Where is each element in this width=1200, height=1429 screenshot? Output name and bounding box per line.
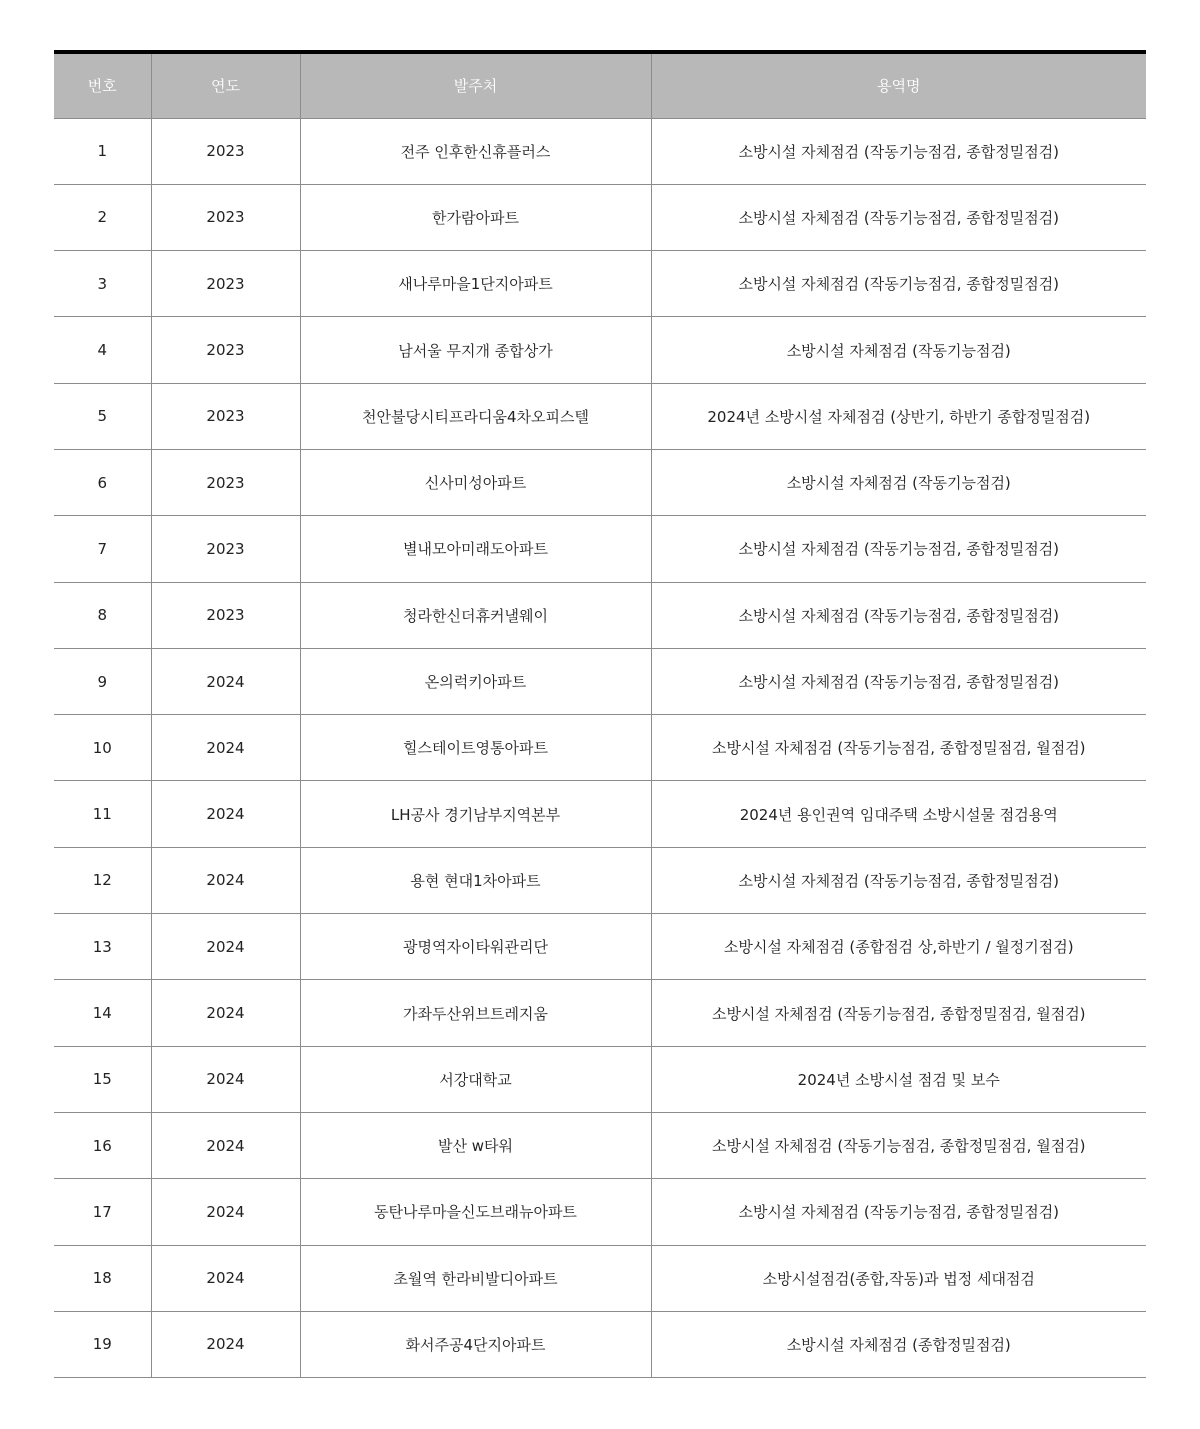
cell-no: 8: [54, 582, 151, 648]
cell-client: 힐스테이트영통아파트: [300, 715, 651, 781]
cell-client: 새나루마을1단지아파트: [300, 251, 651, 317]
cell-client: 남서울 무지개 종합상가: [300, 317, 651, 383]
cell-client: 발산 w타워: [300, 1112, 651, 1178]
cell-client: 천안불당시티프라디움4차오피스텔: [300, 383, 651, 449]
cell-client: 온의럭키아파트: [300, 648, 651, 714]
cell-year: 2024: [151, 781, 300, 847]
cell-client: 청라한신더휴커낼웨이: [300, 582, 651, 648]
cell-year: 2023: [151, 582, 300, 648]
table-row: [54, 980, 1146, 1046]
cell-year: 2024: [151, 1245, 300, 1311]
cell-no: 6: [54, 449, 151, 515]
cell-year: 2024: [151, 980, 300, 1046]
header-row: [54, 52, 1146, 118]
cell-no: 3: [54, 251, 151, 317]
cell-no: 11: [54, 781, 151, 847]
cell-service: 소방시설 자체점검 (작동기능점검): [651, 449, 1146, 515]
cell-year: 2023: [151, 317, 300, 383]
cell-service: 2024년 소방시설 점검 및 보수: [651, 1046, 1146, 1112]
cell-no: 15: [54, 1046, 151, 1112]
header-year: 연도: [151, 52, 300, 118]
cell-year: 2023: [151, 449, 300, 515]
cell-client: 한가람아파트: [300, 184, 651, 250]
cell-client: 별내모아미래도아파트: [300, 516, 651, 582]
table-row: [54, 449, 1146, 515]
header-client: 발주처: [300, 52, 651, 118]
table-header: [54, 52, 1146, 118]
cell-no: 19: [54, 1311, 151, 1377]
cell-service: 소방시설 자체점검 (작동기능점검, 종합정밀점검): [651, 847, 1146, 913]
cell-no: 12: [54, 847, 151, 913]
cell-service: 소방시설 자체점검 (작동기능점검, 종합정밀점검): [651, 648, 1146, 714]
cell-service: 소방시설 자체점검 (종합정밀점검): [651, 1311, 1146, 1377]
cell-service: 소방시설 자체점검 (작동기능점검, 종합정밀점검): [651, 118, 1146, 184]
cell-year: 2023: [151, 251, 300, 317]
table-row: [54, 914, 1146, 980]
table-row: [54, 648, 1146, 714]
table-row: [54, 317, 1146, 383]
cell-no: 1: [54, 118, 151, 184]
cell-year: 2024: [151, 648, 300, 714]
table-row: [54, 516, 1146, 582]
table-row: [54, 582, 1146, 648]
cell-client: 화서주공4단지아파트: [300, 1311, 651, 1377]
cell-client: 초월역 한라비발디아파트: [300, 1245, 651, 1311]
table-row: [54, 781, 1146, 847]
project-history-table: [54, 50, 1146, 1378]
cell-year: 2024: [151, 1179, 300, 1245]
table-row: [54, 1112, 1146, 1178]
cell-service: 소방시설 자체점검 (작동기능점검, 종합정밀점검): [651, 1179, 1146, 1245]
cell-year: 2023: [151, 516, 300, 582]
cell-no: 14: [54, 980, 151, 1046]
cell-client: 동탄나루마을신도브래뉴아파트: [300, 1179, 651, 1245]
cell-year: 2024: [151, 1112, 300, 1178]
table-body: [54, 118, 1146, 1378]
cell-service: 2024년 소방시설 자체점검 (상반기, 하반기 종합정밀점검): [651, 383, 1146, 449]
header-no: 번호: [54, 52, 151, 118]
cell-no: 16: [54, 1112, 151, 1178]
cell-no: 9: [54, 648, 151, 714]
cell-year: 2024: [151, 715, 300, 781]
cell-no: 13: [54, 914, 151, 980]
table-row: [54, 383, 1146, 449]
cell-client: 용현 현대1차아파트: [300, 847, 651, 913]
cell-service: 소방시설 자체점검 (작동기능점검, 종합정밀점검): [651, 184, 1146, 250]
table-row: [54, 184, 1146, 250]
cell-service: 소방시설 자체점검 (작동기능점검): [651, 317, 1146, 383]
cell-no: 4: [54, 317, 151, 383]
cell-service: 소방시설 자체점검 (작동기능점검, 종합정밀점검): [651, 251, 1146, 317]
table-row: [54, 715, 1146, 781]
cell-year: 2023: [151, 118, 300, 184]
cell-no: 17: [54, 1179, 151, 1245]
table-row: [54, 1179, 1146, 1245]
cell-year: 2024: [151, 914, 300, 980]
table-row: [54, 251, 1146, 317]
table-row: [54, 1311, 1146, 1377]
cell-year: 2024: [151, 847, 300, 913]
table-row: [54, 1245, 1146, 1311]
table-row: [54, 118, 1146, 184]
cell-service: 2024년 용인권역 임대주택 소방시설물 점검용역: [651, 781, 1146, 847]
cell-no: 2: [54, 184, 151, 250]
cell-year: 2024: [151, 1046, 300, 1112]
cell-no: 7: [54, 516, 151, 582]
cell-client: LH공사 경기남부지역본부: [300, 781, 651, 847]
project-history-table-container: [54, 50, 1146, 1378]
cell-no: 18: [54, 1245, 151, 1311]
cell-service: 소방시설 자체점검 (작동기능점검, 종합정밀점검): [651, 516, 1146, 582]
table-row: [54, 1046, 1146, 1112]
cell-service: 소방시설 자체점검 (종합점검 상,하반기 / 월정기점검): [651, 914, 1146, 980]
cell-service: 소방시설 자체점검 (작동기능점검, 종합정밀점검, 월점검): [651, 1112, 1146, 1178]
cell-service: 소방시설 자체점검 (작동기능점검, 종합정밀점검, 월점검): [651, 980, 1146, 1046]
table-row: [54, 847, 1146, 913]
cell-client: 신사미성아파트: [300, 449, 651, 515]
cell-client: 광명역자이타워관리단: [300, 914, 651, 980]
cell-client: 전주 인후한신휴플러스: [300, 118, 651, 184]
cell-service: 소방시설 자체점검 (작동기능점검, 종합정밀점검): [651, 582, 1146, 648]
cell-year: 2023: [151, 383, 300, 449]
cell-service: 소방시설 자체점검 (작동기능점검, 종합정밀점검, 월점검): [651, 715, 1146, 781]
cell-client: 가좌두산위브트레지움: [300, 980, 651, 1046]
cell-year: 2023: [151, 184, 300, 250]
header-service: 용역명: [651, 52, 1146, 118]
cell-no: 5: [54, 383, 151, 449]
cell-client: 서강대학교: [300, 1046, 651, 1112]
cell-service: 소방시설점검(종합,작동)과 법정 세대점검: [651, 1245, 1146, 1311]
cell-no: 10: [54, 715, 151, 781]
cell-year: 2024: [151, 1311, 300, 1377]
